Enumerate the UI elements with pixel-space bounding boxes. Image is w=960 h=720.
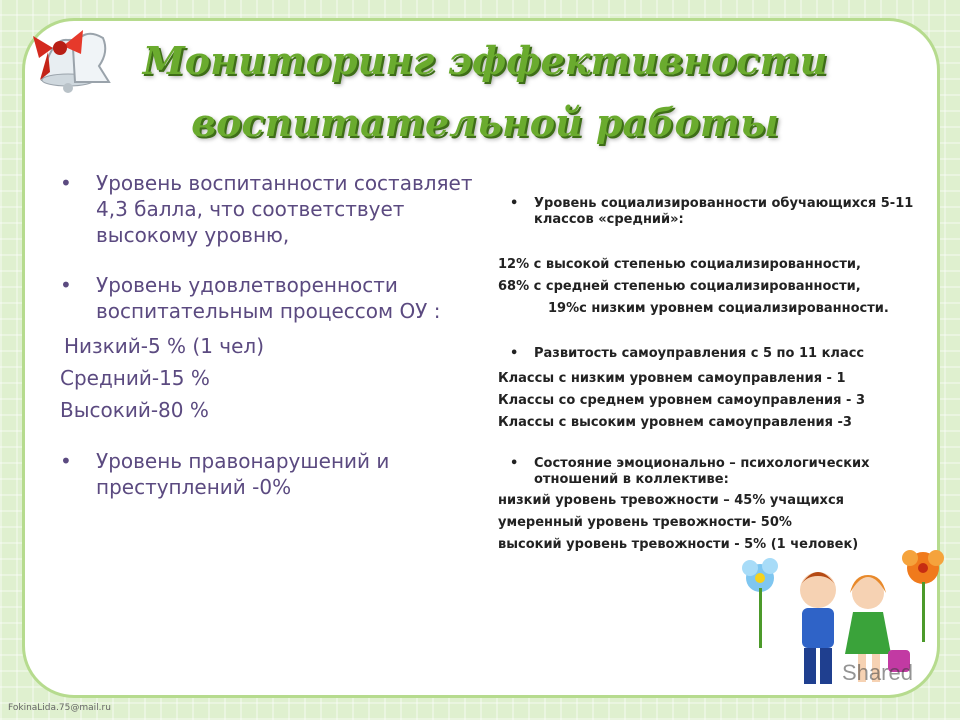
page-title bbox=[140, 30, 830, 154]
satisfaction-level-item: • Уровень удовлетворенности воспитательным процессом ОУ : bbox=[60, 272, 480, 324]
classes-mid: Классы со среднем уровнем самоуправления - 3 bbox=[498, 393, 866, 408]
offenses-level-item: • Уровень правонарушений и преступлений -0% bbox=[60, 448, 480, 500]
right-column bbox=[498, 196, 928, 556]
flower-icon bbox=[902, 550, 944, 642]
socialization-item: • Уровень социализированности обучающихся 5-11 классов «средний»: bbox=[498, 196, 928, 228]
anxiety-moderate: умеренный уровень тревожности- 50% bbox=[498, 515, 792, 530]
watermark: Shared bbox=[842, 660, 913, 685]
title-line-1: Мониторинг эффективности bbox=[142, 38, 828, 83]
satisfaction-high: Высокий-80 % bbox=[60, 398, 209, 422]
classes-low: Классы с низким уровнем самоуправления - 1 bbox=[498, 371, 846, 386]
emotional-state-item: • Состояние эмоционально – психологических отношений в коллективе: bbox=[498, 456, 928, 488]
title-line-2: воспитательной работы bbox=[191, 100, 779, 145]
socialization-low: 19%с низким уровнем социализированности. bbox=[548, 301, 889, 316]
satisfaction-low: Низкий-5 % (1 чел) bbox=[64, 334, 264, 358]
anxiety-low: низкий уровень тревожности – 45% учащихся bbox=[498, 493, 844, 508]
bell-icon bbox=[18, 18, 118, 118]
flower-icon bbox=[742, 558, 778, 648]
socialization-high: 12% с высокой степенью социализированности, bbox=[498, 257, 861, 272]
anxiety-high: высокий уровень тревожности - 5% (1 человек) bbox=[498, 537, 859, 552]
satisfaction-mid: Средний-15 % bbox=[60, 366, 210, 390]
self-government-item: • Развитость самоуправления с 5 по 11 класс bbox=[498, 346, 928, 362]
classes-high: Классы с высоким уровнем самоуправления -3 bbox=[498, 415, 852, 430]
socialization-mid: 68% с средней степенью социализированности, bbox=[498, 279, 861, 294]
upbringing-level-item: • Уровень воспитанности составляет 4,3 балла, что соответствует высокому уровню, bbox=[60, 170, 480, 248]
footer-email: FokinaLida.75@mail.ru bbox=[8, 703, 111, 713]
left-column bbox=[60, 170, 480, 500]
